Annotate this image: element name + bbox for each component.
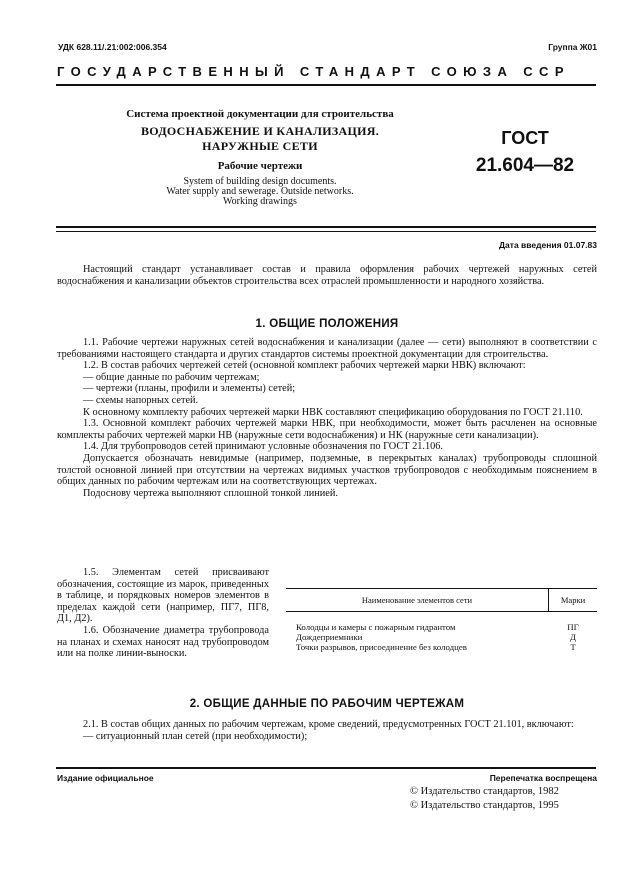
top-rule <box>56 84 596 86</box>
clause-1-4-c: Подоснову чертежа выполняют сплошной тонкой линией. <box>83 487 338 499</box>
clause-1-2-spec: К основному комплекту рабочих чертежей марки НВК составляют спецификацию оборудования по ГОСТ 21.110. <box>83 406 583 418</box>
intro-text: Настоящий стандарт устанавливает состав и правила оформления рабочих чертежей наружных сетей водоснабжения и канализации объектов строительства всех отраслей промышленности и народного хозяйства. <box>57 264 597 287</box>
clause-1-4: 1.4. Для трубопроводов сетей принимают условные обозначения по ГОСТ 21.106. <box>83 441 443 453</box>
clauses-left-column <box>57 567 269 660</box>
system-title: Система проектной документации для строительства <box>126 108 394 120</box>
clause-1-3: 1.3. Основной комплект рабочих чертежей марки НВК, при необходимости, может быть расчленен на основные комплекты рабочих чертежей марки НВ (наружные сети водоснабжения) и НК (наружные сети канализации). <box>57 418 597 441</box>
title-rule-1 <box>56 226 596 228</box>
marks-table <box>286 588 597 652</box>
main-title-line2: НАРУЖНЫЕ СЕТИ <box>202 139 318 153</box>
footer-rule <box>56 767 596 769</box>
section2-body <box>57 719 597 742</box>
gost-label: ГОСТ <box>501 128 549 148</box>
copyright-1982: © Издательство стандартов, 1982 <box>410 786 559 797</box>
reprint-notice: Перепечатка воспрещена <box>489 773 597 783</box>
table-row-mark: Д <box>569 632 576 642</box>
intro-paragraph <box>57 264 597 287</box>
state-standard-banner: ГОСУДАРСТВЕННЫЙ СТАНДАРТ СОЮЗА ССР <box>57 64 570 79</box>
group-code: Группа Ж01 <box>548 42 597 52</box>
list-item: — чертежи (планы, профили и элементы) сетей; <box>83 383 296 395</box>
table-col-mark: Марки <box>560 595 586 605</box>
table-body <box>286 612 597 652</box>
clause-1-2: 1.2. В состав рабочих чертежей сетей (основной комплект рабочих чертежей марки НВК) включают: <box>83 360 526 372</box>
list-item: — ситуационный план сетей (при необходимости); <box>83 730 308 742</box>
table-header <box>286 588 597 612</box>
table-row-name: Дождеприемники <box>296 632 363 642</box>
section1-heading: 1. ОБЩИЕ ПОЛОЖЕНИЯ <box>255 318 399 330</box>
table-row-mark: ПГ <box>567 622 579 632</box>
table-col-name: Наименование элементов сети <box>361 595 473 605</box>
section1-body <box>57 337 597 499</box>
title-rule-2 <box>56 231 596 232</box>
udc-code: УДК 628.11/.21:002:006.354 <box>58 42 167 52</box>
list-item: — общие данные по рабочим чертежам; <box>83 371 260 383</box>
official-edition: Издание официальное <box>57 773 154 783</box>
introduction-date: Дата введения 01.07.83 <box>499 240 597 250</box>
clause-1-5: 1.5. Элементам сетей присваивают обозначения, состоящие из марок, приведенных в таблице, и порядковых номеров элементов в пределах каждой сети (например, ПГ7, ПГ8, Д1, Д2). <box>57 567 269 625</box>
clause-1-1: 1.1. Рабочие чертежи наружных сетей водоснабжения и канализации (далее — сети) выполняют в соответствии с требованиями настоящего стандарта и других стандартов системы проектной документации для строительства. <box>57 337 597 360</box>
clause-1-4-b: Допускается обозначать невидимые (например, подземные, в перекрытых каналах) трубопроводы сплошной толстой основной линией при отсутствии на чертежах видимых участков трубопроводов с необходимым пояснением в общих данных по рабочим чертежам или на соответствующих чертежах. <box>57 452 597 488</box>
table-row-mark: Т <box>570 642 576 652</box>
list-item: — схемы напорных сетей. <box>83 394 199 406</box>
section2-heading: 2. ОБЩИЕ ДАННЫЕ ПО РАБОЧИМ ЧЕРТЕЖАМ <box>189 698 465 710</box>
english-title-line3: Working drawings <box>223 196 297 207</box>
english-title-line2: Water supply and sewerage. Outside networks. <box>166 186 354 197</box>
table-row-name: Колодцы и камеры с пожарным гидрантом <box>296 622 456 632</box>
clause-1-6: 1.6. Обозначение диаметра трубопровода на планах и схемах наносят над трубопроводом или на полке линии-выноски. <box>57 624 269 660</box>
gost-number: 21.604—82 <box>475 155 575 176</box>
table-row-name: Точки разрывов, присоединение без колодцев <box>296 642 467 652</box>
copyright-1995: © Издательство стандартов, 1995 <box>410 800 559 811</box>
english-title-line1: System of building design documents. <box>183 176 337 187</box>
clause-2-1: 2.1. В состав общих данных по рабочим чертежам, кроме сведений, предусмотренных ГОСТ 21.101, включают: <box>83 719 574 730</box>
main-title-line1: ВОДОСНАБЖЕНИЕ И КАНАЛИЗАЦИЯ. <box>140 124 380 138</box>
subtitle: Рабочие чертежи <box>217 160 303 172</box>
